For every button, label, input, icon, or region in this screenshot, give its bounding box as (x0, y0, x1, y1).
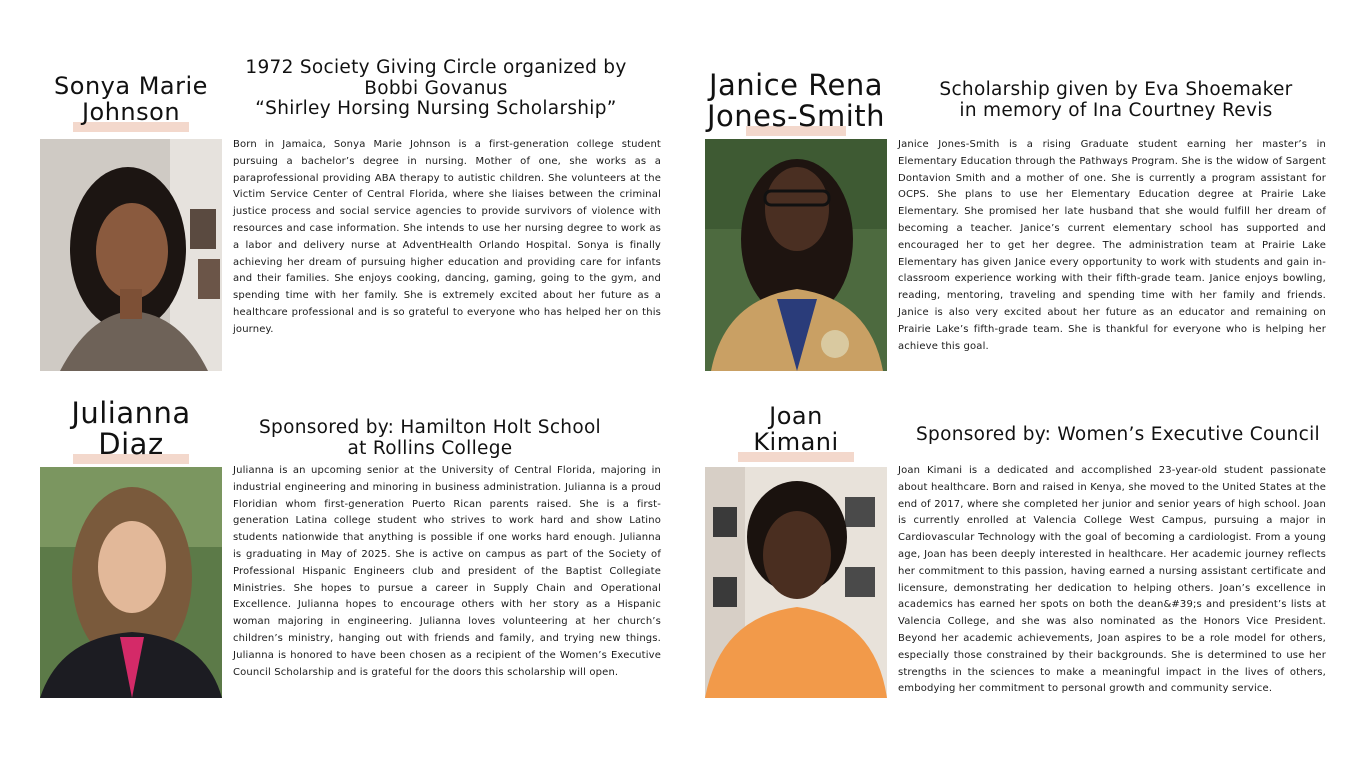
title-line: in memory of Ina Courtney Revis (959, 99, 1273, 121)
title-line: Scholarship given by Eva Shoemaker (939, 79, 1293, 100)
scholarship-title (226, 58, 646, 120)
name-line-1: Joan (769, 402, 823, 430)
scholar-name (700, 70, 892, 133)
name-line-1: Julianna (71, 396, 191, 430)
title-line: Bobbi Govanus (364, 77, 508, 99)
name-line-2: Jones-Smith (706, 99, 886, 134)
scholar-name (705, 404, 887, 456)
title-line: at Rollins College (347, 437, 513, 459)
scholar-bio: Born in Jamaica, Sonya Marie Johnson is a first-generation college student pursuing a bachelor’s degree in nursing. Mother of one, she works as a paraprofessional providing ABA therapy to autistic children. She volunteers at the Victim Service Center of Central Florida, where she liaises between the criminal justice process and social service agencies to provide survivors of violence with resources and case information. She intends to use her nursing degree to work as a labor and delivery nurse at AdventHealth Orlando Hospital. Sonya is finally achieving her dream of pursuing higher education and providing care for infants and their families. She enjoys cooking, dancing, gaming, going to the gym, and spending time with her family. She is extremely excited about her future as a healthcare professional and is so grateful to everyone who has helped her on this journey. (233, 139, 661, 335)
scholar-photo (705, 139, 887, 371)
title-line: “Shirley Horsing Nursing Scholarship” (255, 98, 617, 120)
scholar-bio: Joan Kimani is a dedicated and accomplished 23-year-old student passionate about healthcare. Born and raised in Kenya, she moved to the United States at the end of 2017, where she completed her junior and senior years of high school. Joan is currently enrolled at Valencia College West Campus, pursuing a major in Cardiovascular Technology with the goal of becoming a cardiologist. From a young age, Joan has been deeply interested in healthcare. Her academic journey reflects her commitment to this passion, having earned a nursing assistant certificate and licensure, demonstrating her dedication to helping others. Joan’s excellence in academics has earned her spots on both the dean&#39;s and president’s lists at Valencia College, and she was also nominated as the Honors Vice President. Beyond her academic achievements, Joan aspires to be a role model for others, especially those constrained by their backgrounds. She is determined to use her strengths in the sciences to make a meaningful impact in the lives of others, embodying her commitment to personal growth and community service. (898, 465, 1326, 695)
title-line: 1972 Society Giving Circle organized by (245, 57, 627, 78)
scholar-photo (705, 467, 887, 698)
name-line-1: Sonya Marie (54, 72, 208, 100)
scholar-photo (40, 467, 222, 698)
scholar-bio: Julianna is an upcoming senior at the University of Central Florida, majoring in industrial engineering and minoring in business administration. Julianna is a proud Floridian whom first-generation Puerto Rican parents raised. She is a first-generation Latina college student who strives to work hard and show Latino students nationwide that anything is possible if one works hard enough. Julianna is graduating in May of 2025. She is active on campus as part of the Society of Professional Hispanic Engineers club and president of the Baptist Collegiate Ministries. She hopes to pursue a career in Supply Chain and Operational Excellence. Julianna hopes to encourage others with her story as a Hispanic woman majoring in engineering. Julianna loves volunteering at her church’s children’s ministry, hanging out with friends and family, and trying new things. Julianna is honored to have been chosen as a recipient of the Women’s Executive Council Scholarship and is grateful for the doors this scholarship will open. (233, 465, 661, 678)
title-line: Sponsored by: Hamilton Holt School (259, 417, 601, 438)
name-line-2: Johnson (81, 97, 181, 126)
scholarship-title (900, 80, 1332, 121)
title-line: Sponsored by: Women’s Executive Council (916, 424, 1320, 445)
scholarship-title (226, 418, 634, 459)
scholar-name (40, 74, 222, 126)
name-line-1: Janice Rena (708, 68, 884, 102)
name-line-2: Kimani (753, 427, 839, 456)
scholar-name (40, 398, 222, 461)
scholar-bio: Janice Jones-Smith is a rising Graduate student earning her master’s in Elementary Education through the Pathways Program. She is the widow of Sargent Dontavion Smith and a mother of one. She is currently a program assistant for OCPS. She plans to use her Elementary Education degree at Prairie Lake Elementary. She promised her late husband that she would fulfill her dream of becoming a teacher. Janice’s current elementary school has supported and encouraged her to get her degree. The administration team at Prairie Lake Elementary has given Janice every opportunity to work with students and gain in-classroom experience working with their fifth-grade team. Janice enjoys bowling, reading, mentoring, traveling and spending time with her family and friends. Janice is also very excited about her future as an educator and remaining on Prairie Lake’s fifth-grade team. She is thankful for everyone who is helping her achieve this goal. (898, 139, 1326, 352)
name-line-2: Diaz (98, 427, 164, 462)
scholarship-title (898, 425, 1338, 446)
scholar-photo (40, 139, 222, 371)
